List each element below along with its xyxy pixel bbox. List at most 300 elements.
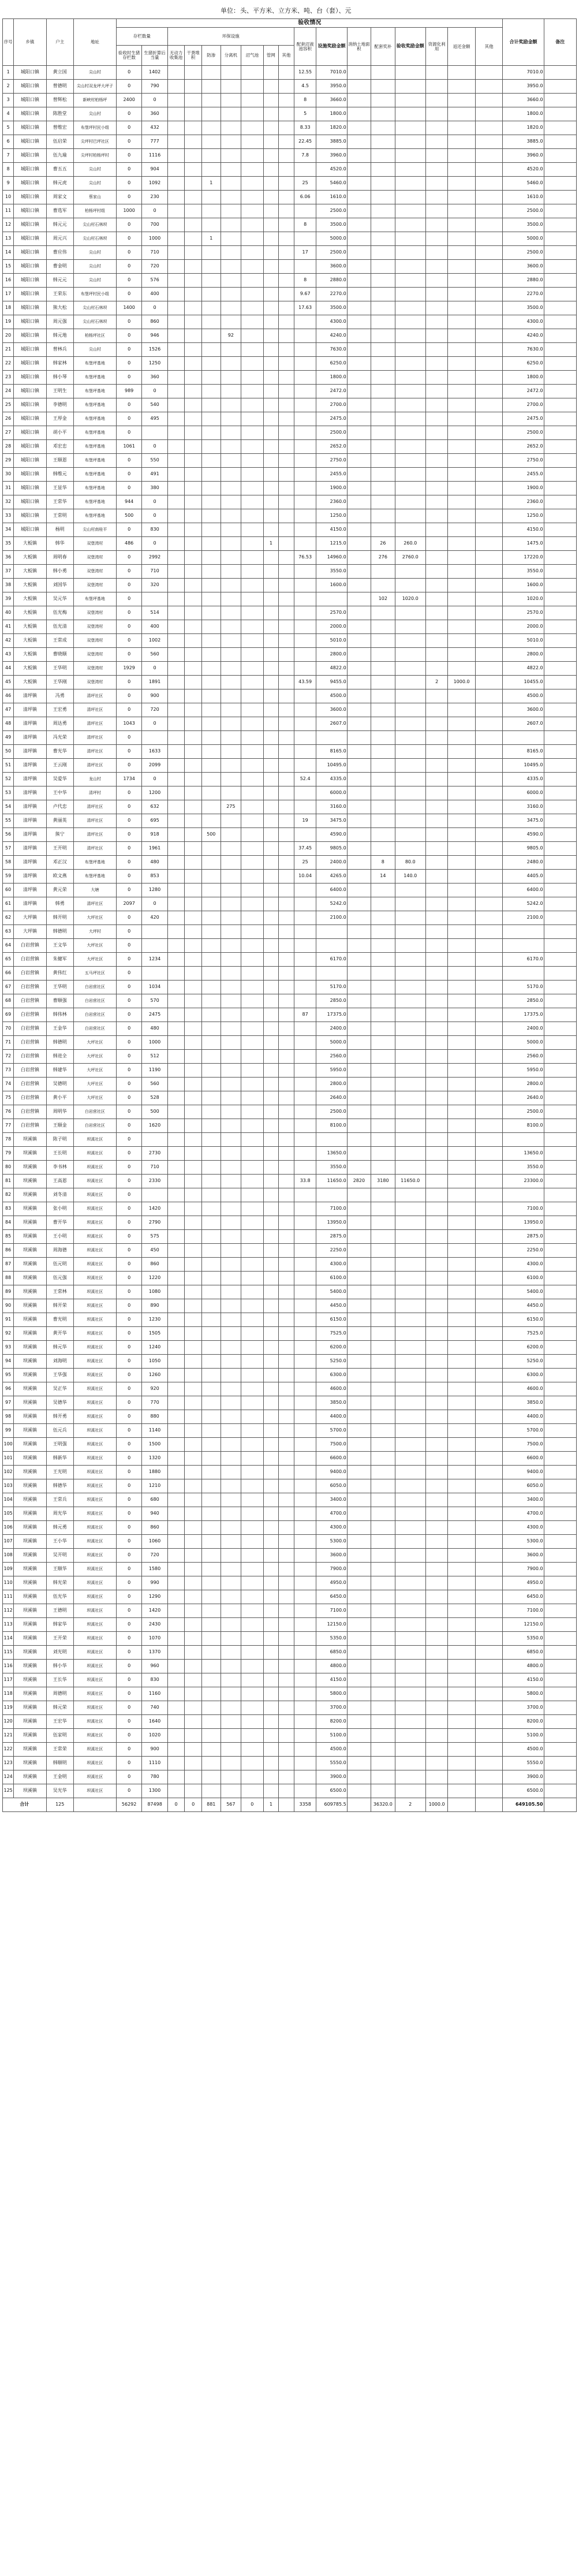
cell-household: 黄开华	[46, 1327, 73, 1341]
cell-other	[279, 759, 294, 773]
cell-pipe	[263, 1313, 279, 1327]
cell-amt-v	[475, 1299, 503, 1313]
cell-vol-a	[294, 662, 316, 676]
cell-stock-pig: 0	[116, 1327, 141, 1341]
cell-no: 33	[3, 509, 14, 523]
cell-amt-v	[475, 1715, 503, 1729]
cell-household: 王华明	[46, 662, 73, 676]
cell-address: 坝溪社区	[73, 1424, 116, 1438]
cell-manure	[185, 1424, 202, 1438]
cell-total: 4500.0	[503, 1743, 544, 1757]
table-row	[3, 329, 577, 343]
cell-amt-v	[475, 329, 503, 343]
cell-amt-t	[347, 260, 371, 274]
cell-amt-t	[347, 634, 371, 648]
cell-water	[167, 1091, 185, 1105]
cell-remark	[544, 842, 576, 856]
cell-town: 坝溪镇	[14, 1549, 46, 1563]
cell-amt-env: 3500.0	[316, 301, 347, 315]
table-row	[3, 620, 577, 634]
cell-amt-env: 13950.0	[316, 1216, 347, 1230]
cell-sep	[221, 1770, 241, 1784]
cell-vol-a	[294, 717, 316, 731]
cell-total: 3660.0	[503, 94, 544, 107]
cell-remark	[544, 260, 576, 274]
cell-stock-pig: 0	[116, 1133, 141, 1147]
cell-seal	[201, 1563, 221, 1576]
cell-sep	[221, 121, 241, 135]
cell-amt-u	[448, 440, 475, 454]
cell-remark	[544, 1313, 576, 1327]
cell-amt-u	[448, 107, 475, 121]
table-row	[3, 1091, 577, 1105]
cell-amt-sub	[395, 1161, 425, 1175]
cell-amt-env: 5100.0	[316, 1729, 347, 1743]
cell-amt-sub	[395, 440, 425, 454]
cell-water	[167, 301, 185, 315]
cell-manure	[185, 689, 202, 703]
cell-remark	[544, 745, 576, 759]
cell-stock-pig: 0	[116, 1701, 141, 1715]
cell-remark	[544, 1729, 576, 1743]
cell-town: 坝溪镇	[14, 1424, 46, 1438]
cell-amt-u	[448, 1507, 475, 1521]
cell-amt-t	[347, 343, 371, 357]
cell-amt-v	[475, 883, 503, 897]
cell-remark	[544, 1438, 576, 1452]
table-row	[3, 1050, 577, 1064]
cell-no: 120	[3, 1715, 14, 1729]
cell-no: 71	[3, 1036, 14, 1050]
cell-seal	[201, 1729, 221, 1743]
cell-other	[279, 717, 294, 731]
cell-amt-t2	[371, 1729, 395, 1743]
cell-remark	[544, 509, 576, 523]
cell-vol-a: 33.8	[294, 1175, 316, 1188]
cell-amt-s	[425, 440, 448, 454]
cell-amt-t	[347, 191, 371, 204]
cell-seal	[201, 1632, 221, 1646]
cell-amt-s	[425, 1369, 448, 1382]
cell-amt-t	[347, 967, 371, 981]
cell-amt-t2	[371, 163, 395, 177]
cell-seal	[201, 1646, 221, 1660]
cell-vol-a	[294, 1230, 316, 1244]
cell-amt-env: 8100.0	[316, 1119, 347, 1133]
cell-amt-s	[425, 551, 448, 565]
cell-total: 2475.0	[503, 412, 544, 426]
cell-sep	[221, 80, 241, 94]
cell-household: 王顺华	[46, 1563, 73, 1576]
cell-amt-env: 2800.0	[316, 648, 347, 662]
cell-pipe	[263, 1119, 279, 1133]
total-cell: 1000.0	[425, 1798, 448, 1812]
cell-amt-u	[448, 689, 475, 703]
cell-pipe	[263, 800, 279, 814]
cell-amt-s	[425, 981, 448, 994]
cell-household: 韩德华	[46, 1479, 73, 1493]
cell-biogas	[241, 1604, 264, 1618]
cell-pipe	[263, 260, 279, 274]
cell-address: 五马坪社区	[73, 967, 116, 981]
cell-remark	[544, 80, 576, 94]
cell-other	[279, 689, 294, 703]
cell-amt-sub	[395, 1078, 425, 1091]
cell-household: 周元兴	[46, 232, 73, 246]
table-row	[3, 426, 577, 440]
cell-amt-u	[448, 482, 475, 495]
cell-stock-equiv: 1190	[142, 1064, 167, 1078]
cell-stock-equiv: 1230	[142, 1313, 167, 1327]
cell-stock-equiv: 0	[142, 94, 167, 107]
cell-amt-env: 6200.0	[316, 1341, 347, 1355]
cell-amt-v	[475, 1563, 503, 1576]
cell-stock-equiv: 1140	[142, 1424, 167, 1438]
cell-biogas	[241, 856, 264, 870]
cell-amt-t	[347, 1687, 371, 1701]
cell-pipe	[263, 981, 279, 994]
cell-stock-pig: 0	[116, 135, 141, 149]
cell-amt-t2	[371, 232, 395, 246]
cell-amt-t	[347, 925, 371, 939]
cell-pipe	[263, 731, 279, 745]
cell-amt-s	[425, 1382, 448, 1396]
cell-amt-v	[475, 357, 503, 371]
table-row	[3, 981, 577, 994]
cell-total: 2500.0	[503, 426, 544, 440]
cell-amt-t2	[371, 509, 395, 523]
cell-amt-v	[475, 288, 503, 301]
cell-other	[279, 454, 294, 468]
cell-amt-u	[448, 800, 475, 814]
cell-stock-equiv: 1092	[142, 177, 167, 191]
cell-vol-a	[294, 606, 316, 620]
cell-other	[279, 1299, 294, 1313]
cell-seal	[201, 551, 221, 565]
cell-pipe	[263, 1632, 279, 1646]
cell-remark	[544, 773, 576, 786]
cell-pipe	[263, 786, 279, 800]
cell-other	[279, 329, 294, 343]
cell-address: 柏杨坪社区	[73, 329, 116, 343]
cell-total: 4600.0	[503, 1382, 544, 1396]
cell-amt-s	[425, 1535, 448, 1549]
cell-biogas	[241, 1521, 264, 1535]
cell-town: 大板镇	[14, 551, 46, 565]
cell-amt-env: 4950.0	[316, 1576, 347, 1590]
cell-other	[279, 149, 294, 163]
cell-manure	[185, 1479, 202, 1493]
cell-household: 伍家明	[46, 1729, 73, 1743]
cell-town: 大板镇	[14, 634, 46, 648]
cell-address: 布堡坪基地	[73, 426, 116, 440]
cell-amt-t	[347, 204, 371, 218]
cell-amt-v	[475, 579, 503, 592]
cell-vol-a	[294, 939, 316, 953]
cell-seal	[201, 357, 221, 371]
cell-water	[167, 800, 185, 814]
cell-address: 双堡湾村	[73, 606, 116, 620]
cell-amt-env: 4822.0	[316, 662, 347, 676]
table-row	[3, 1646, 577, 1660]
cell-water	[167, 1036, 185, 1050]
cell-address: 坝溪社区	[73, 1563, 116, 1576]
cell-household: 曾德明	[46, 80, 73, 94]
cell-amt-u	[448, 301, 475, 315]
cell-amt-s	[425, 1161, 448, 1175]
cell-other	[279, 1466, 294, 1479]
cell-water	[167, 842, 185, 856]
cell-stock-pig: 1043	[116, 717, 141, 731]
cell-other	[279, 440, 294, 454]
cell-amt-u	[448, 1452, 475, 1466]
cell-manure	[185, 454, 202, 468]
cell-stock-pig: 0	[116, 107, 141, 121]
cell-vol-a	[294, 1673, 316, 1687]
cell-sep	[221, 1382, 241, 1396]
cell-amt-env	[316, 1188, 347, 1202]
cell-amt-env: 3960.0	[316, 149, 347, 163]
cell-amt-t	[347, 786, 371, 800]
cell-amt-v	[475, 1313, 503, 1327]
cell-sep	[221, 925, 241, 939]
cell-other	[279, 1701, 294, 1715]
cell-stock-equiv: 780	[142, 1770, 167, 1784]
cell-amt-v	[475, 648, 503, 662]
cell-other	[279, 1424, 294, 1438]
cell-manure	[185, 426, 202, 440]
cell-sep	[221, 703, 241, 717]
cell-no: 106	[3, 1521, 14, 1535]
cell-stock-pig: 0	[116, 800, 141, 814]
cell-total: 5950.0	[503, 1064, 544, 1078]
cell-stock-pig: 0	[116, 1590, 141, 1604]
cell-manure	[185, 66, 202, 80]
cell-amt-t	[347, 454, 371, 468]
cell-address: 布堡坪基地	[73, 385, 116, 398]
cell-other	[279, 1632, 294, 1646]
cell-sep	[221, 1119, 241, 1133]
cell-manure	[185, 828, 202, 842]
cell-manure	[185, 911, 202, 925]
cell-sep	[221, 1091, 241, 1105]
cell-other	[279, 1563, 294, 1576]
cell-other	[279, 731, 294, 745]
cell-no: 28	[3, 440, 14, 454]
cell-amt-u	[448, 703, 475, 717]
cell-manure	[185, 1396, 202, 1410]
cell-no: 110	[3, 1576, 14, 1590]
cell-vol-a: 25	[294, 856, 316, 870]
table-row	[3, 454, 577, 468]
cell-amt-u	[448, 1382, 475, 1396]
cell-pipe	[263, 925, 279, 939]
cell-other	[279, 1230, 294, 1244]
cell-total: 6150.0	[503, 1313, 544, 1327]
cell-amt-t2	[371, 676, 395, 689]
table-row	[3, 1757, 577, 1770]
cell-stock-equiv: 1402	[142, 66, 167, 80]
cell-stock-pig: 0	[116, 1604, 141, 1618]
cell-amt-s	[425, 1576, 448, 1590]
cell-seal	[201, 246, 221, 260]
cell-seal	[201, 426, 221, 440]
cell-amt-t2	[371, 689, 395, 703]
cell-manure	[185, 1660, 202, 1673]
cell-remark	[544, 1576, 576, 1590]
cell-manure	[185, 925, 202, 939]
cell-seal	[201, 94, 221, 107]
cell-amt-u	[448, 1576, 475, 1590]
col-stock-equiv: 生猪折算后当量	[142, 46, 167, 66]
cell-amt-s	[425, 620, 448, 634]
cell-stock-pig: 0	[116, 357, 141, 371]
cell-stock-pig: 0	[116, 1632, 141, 1646]
cell-water	[167, 703, 185, 717]
cell-remark	[544, 1008, 576, 1022]
cell-amt-sub	[395, 177, 425, 191]
cell-no: 34	[3, 523, 14, 537]
cell-manure	[185, 1272, 202, 1285]
cell-amt-s	[425, 759, 448, 773]
cell-household: 伍九瑜	[46, 149, 73, 163]
cell-town: 坝溪镇	[14, 1715, 46, 1729]
cell-stock-equiv: 1260	[142, 1369, 167, 1382]
cell-vol-a: 8.33	[294, 121, 316, 135]
cell-seal	[201, 1576, 221, 1590]
cell-total: 5400.0	[503, 1285, 544, 1299]
cell-biogas	[241, 565, 264, 579]
cell-other	[279, 495, 294, 509]
cell-amt-env: 1900.0	[316, 482, 347, 495]
cell-total: 2875.0	[503, 1230, 544, 1244]
cell-amt-u	[448, 648, 475, 662]
cell-stock-equiv: 1320	[142, 1452, 167, 1466]
table-row	[3, 1119, 577, 1133]
cell-amt-u	[448, 232, 475, 246]
cell-amt-u	[448, 606, 475, 620]
cell-other	[279, 1507, 294, 1521]
cell-manure	[185, 80, 202, 94]
cell-amt-env: 5010.0	[316, 634, 347, 648]
table-row	[3, 177, 577, 191]
cell-stock-pig: 0	[116, 1272, 141, 1285]
cell-town: 城阳口镇	[14, 218, 46, 232]
cell-pipe	[263, 579, 279, 592]
cell-manure	[185, 1091, 202, 1105]
cell-no: 84	[3, 1216, 14, 1230]
cell-remark	[544, 426, 576, 440]
cell-manure	[185, 981, 202, 994]
cell-sep	[221, 1188, 241, 1202]
cell-stock-pig: 0	[116, 1424, 141, 1438]
cell-remark	[544, 482, 576, 495]
cell-water	[167, 1507, 185, 1521]
cell-household: 熊宁	[46, 828, 73, 842]
cell-vol-a	[294, 1521, 316, 1535]
cell-town: 大板镇	[14, 620, 46, 634]
cell-amt-v	[475, 592, 503, 606]
cell-amt-sub	[395, 676, 425, 689]
cell-no: 7	[3, 149, 14, 163]
cell-town: 坝溪镇	[14, 1313, 46, 1327]
cell-household: 韩小琴	[46, 371, 73, 385]
cell-biogas	[241, 1715, 264, 1729]
cell-amt-t	[347, 1466, 371, 1479]
cell-no: 39	[3, 592, 14, 606]
cell-sep	[221, 1618, 241, 1632]
cell-manure	[185, 745, 202, 759]
cell-no: 4	[3, 107, 14, 121]
cell-seal	[201, 773, 221, 786]
cell-pipe	[263, 1590, 279, 1604]
cell-no: 104	[3, 1493, 14, 1507]
cell-vol-a: 8	[294, 94, 316, 107]
cell-manure	[185, 1438, 202, 1452]
cell-other	[279, 1729, 294, 1743]
cell-other	[279, 1382, 294, 1396]
cell-household: 李书林	[46, 1161, 73, 1175]
cell-household: 韩元元	[46, 218, 73, 232]
total-cell: 881	[201, 1798, 221, 1812]
cell-vol-a	[294, 1188, 316, 1202]
cell-amt-sub	[395, 1091, 425, 1105]
cell-no: 26	[3, 412, 14, 426]
table-row	[3, 1535, 577, 1549]
cell-no: 29	[3, 454, 14, 468]
cell-amt-t2	[371, 1188, 395, 1202]
cell-biogas	[241, 177, 264, 191]
cell-amt-u	[448, 745, 475, 759]
cell-remark	[544, 1036, 576, 1050]
cell-total	[503, 1133, 544, 1147]
cell-water	[167, 1285, 185, 1299]
cell-amt-s	[425, 1784, 448, 1798]
cell-address: 坝溪社区	[73, 1299, 116, 1313]
cell-amt-t	[347, 274, 371, 288]
cell-amt-u	[448, 1396, 475, 1410]
cell-amt-env: 6450.0	[316, 1590, 347, 1604]
cell-total	[503, 731, 544, 745]
table-row	[3, 1632, 577, 1646]
cell-remark	[544, 981, 576, 994]
cell-vol-a	[294, 1590, 316, 1604]
cell-remark	[544, 1272, 576, 1285]
cell-pipe	[263, 1230, 279, 1244]
cell-other	[279, 1188, 294, 1202]
cell-biogas	[241, 315, 264, 329]
cell-stock-pig: 0	[116, 1188, 141, 1202]
cell-sep	[221, 1646, 241, 1660]
total-cell: 1	[263, 1798, 279, 1812]
cell-water	[167, 385, 185, 398]
cell-stock-equiv: 880	[142, 1410, 167, 1424]
cell-amt-t2	[371, 1202, 395, 1216]
cell-biogas	[241, 828, 264, 842]
cell-vol-a	[294, 1272, 316, 1285]
cell-vol-a	[294, 357, 316, 371]
cell-town: 坝溪镇	[14, 1133, 46, 1147]
cell-sep	[221, 1549, 241, 1563]
cell-town: 城阳口镇	[14, 426, 46, 440]
cell-stock-equiv	[142, 426, 167, 440]
cell-household: 王顺恩	[46, 454, 73, 468]
cell-household: 韩家华	[46, 1618, 73, 1632]
table-row	[3, 565, 577, 579]
cell-stock-pig: 0	[116, 579, 141, 592]
cell-amt-t	[347, 759, 371, 773]
cell-sep	[221, 1369, 241, 1382]
